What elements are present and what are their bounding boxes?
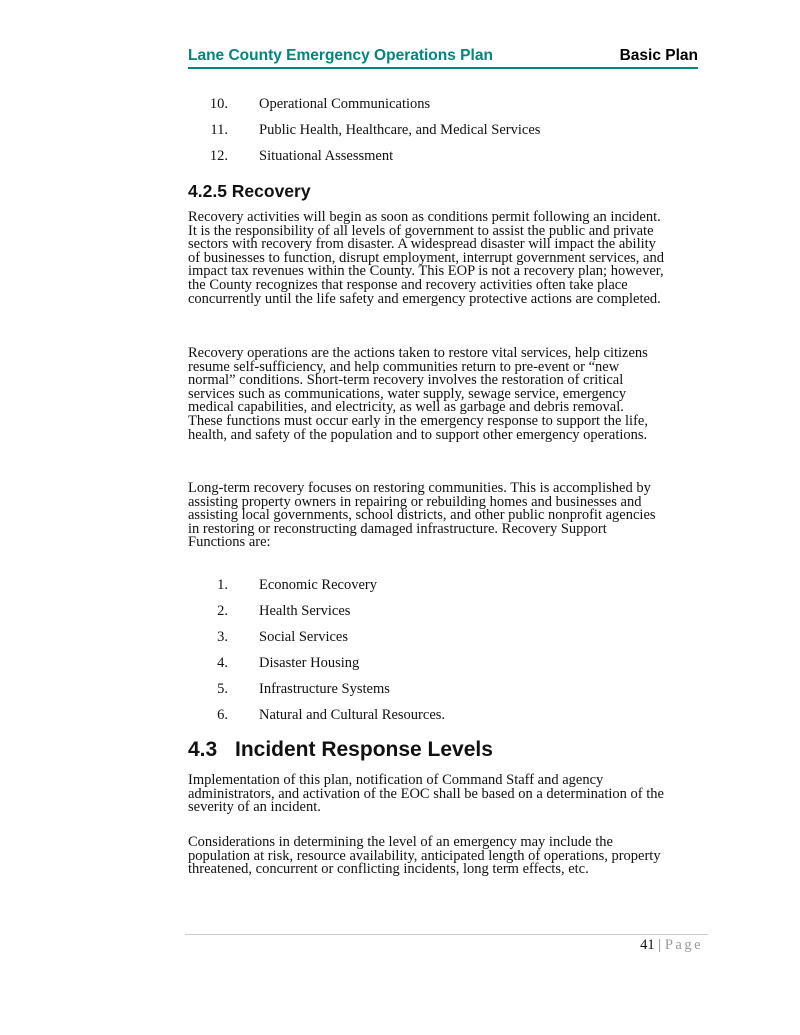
- levels-heading: [188, 738, 718, 762]
- section-title: Incident Response Levels: [235, 738, 493, 761]
- page-number-value: 41: [640, 937, 655, 953]
- list-item: [188, 122, 718, 148]
- text-line: These functions must occur early in the emergency response to support the life,: [188, 412, 648, 429]
- list-continued: [188, 96, 718, 174]
- text-line: Functions are:: [188, 534, 271, 551]
- text-line: health, and safety of the population and to support other emergency operations.: [188, 426, 648, 443]
- text-line: threatened, concurrent or conflicting incidents, long term effects, etc.: [188, 861, 589, 878]
- section-name: Basic Plan: [619, 47, 698, 64]
- paragraph: [188, 482, 718, 550]
- item-text: Social Services: [259, 629, 348, 645]
- text-line: of businesses to function, disrupt employment, interrupt government services, and: [188, 249, 664, 266]
- text-line: sectors with recovery from disaster. A widespread disaster will impact the ability: [188, 236, 656, 253]
- item-text: Operational Communications: [259, 96, 431, 112]
- item-text: Public Health, Healthcare, and Medical Services: [259, 122, 541, 138]
- text-line: medical capabilities, and electricity, as well as garbage and debris removal.: [188, 399, 624, 416]
- item-text: Health Services: [259, 603, 351, 619]
- text-line: Long-term recovery focuses on restoring communities. This is accomplished by: [188, 480, 651, 496]
- text-line: severity of an incident.: [188, 799, 321, 816]
- item-number: 1.: [217, 577, 228, 593]
- paragraph: [188, 836, 718, 877]
- item-text: Infrastructure Systems: [259, 681, 390, 697]
- list-item: [188, 148, 718, 174]
- list-item: [188, 681, 718, 707]
- text-line: impact tax revenues within the County. This EOP is not a recovery plan; however,: [188, 263, 664, 280]
- item-number: 5.: [217, 681, 228, 697]
- text-line: normal” conditions. Short-term recovery involves the restoration of critical: [188, 372, 624, 389]
- text-line: administrators, and activation of the EOC shall be based on a determination of the: [188, 785, 664, 802]
- section-number: 4.3: [188, 738, 218, 761]
- text-line: concurrently until the life safety and emergency protective actions are completed.: [188, 290, 661, 307]
- text-line: assisting property owners in repairing or rebuilding homes and businesses and: [188, 493, 642, 510]
- paragraph: [188, 211, 718, 306]
- text-line: population at risk, resource availability, anticipated length of operations, property: [188, 847, 661, 864]
- recovery-functions-list: [188, 577, 718, 733]
- text-line: Implementation of this plan, notification of Command Staff and agency: [188, 772, 604, 788]
- text-line: resume self-sufficiency, and help communities return to pre-event or “new: [188, 358, 620, 375]
- text-line: Considerations in determining the level of an emergency may include the: [188, 834, 613, 850]
- text-line: It is the responsibility of all levels of government to assist the public and private: [188, 222, 654, 239]
- document-title: Lane County Emergency Operations Plan: [188, 47, 493, 64]
- item-number: 6.: [217, 707, 228, 723]
- text-line: assisting local governments, school districts, and other public nonprofit agencies: [188, 507, 656, 524]
- text-line: in restoring or reconstructing damaged infrastructure. Recovery Support: [188, 520, 607, 537]
- list-item: [188, 629, 718, 655]
- list-item: [188, 603, 718, 629]
- paragraph: [188, 774, 718, 815]
- page-separator: |: [658, 937, 662, 953]
- item-number: 2.: [217, 603, 228, 619]
- list-item: [188, 577, 718, 603]
- item-number: 11.: [210, 122, 228, 138]
- text-line: the County recognizes that response and recovery activities often take place: [188, 276, 628, 293]
- list-item: [188, 707, 718, 733]
- item-number: 4.: [217, 655, 228, 671]
- paragraph: [188, 347, 718, 442]
- item-number: 12.: [209, 148, 228, 164]
- item-number: 10.: [209, 96, 228, 112]
- page-number: [640, 937, 703, 954]
- list-item: [188, 655, 718, 681]
- item-text: Natural and Cultural Resources.: [259, 707, 446, 723]
- item-text: Disaster Housing: [259, 655, 360, 671]
- item-text: Situational Assessment: [259, 148, 394, 164]
- recovery-heading: 4.2.5 Recovery: [188, 181, 311, 201]
- text-line: services such as communications, water supply, sewage service, emergency: [188, 385, 627, 402]
- text-line: Recovery activities will begin as soon as conditions permit following an incident.: [188, 209, 661, 225]
- page-label: Page: [664, 937, 703, 953]
- item-number: 3.: [217, 629, 228, 645]
- text-line: Recovery operations are the actions taken to restore vital services, help citizens: [188, 345, 648, 361]
- page-header: [188, 47, 698, 69]
- item-text: Economic Recovery: [259, 577, 377, 593]
- footer-divider: [185, 934, 708, 935]
- list-item: [188, 96, 718, 122]
